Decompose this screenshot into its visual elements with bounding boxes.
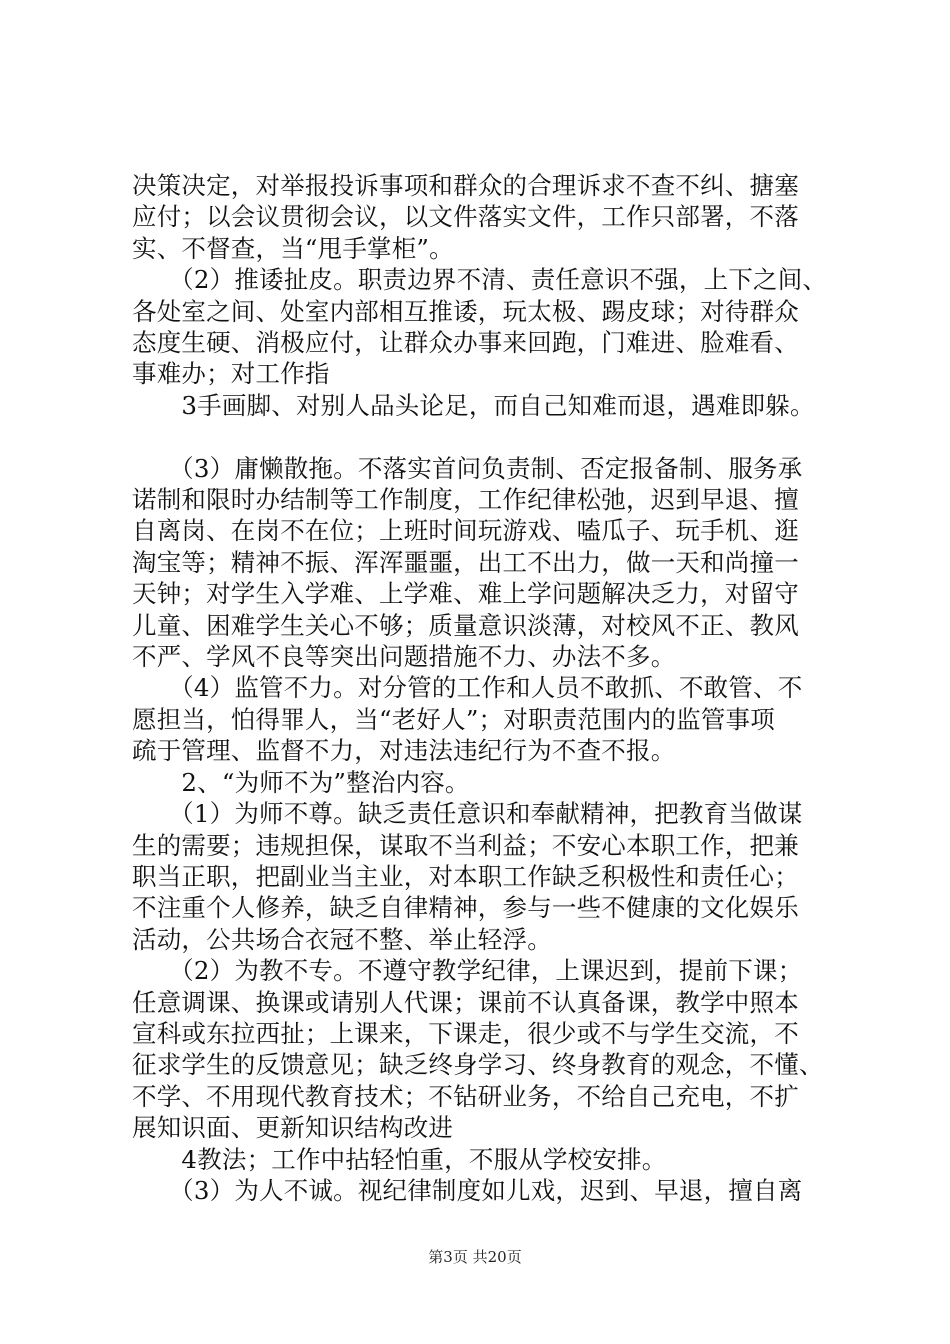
text-line: 不严、学风不良等突出问题措施不力、办法不多。 bbox=[132, 642, 676, 672]
text-line: 各处室之间、处室内部相互推诿，玩太极、踢皮球；对待群众 bbox=[132, 296, 799, 326]
text-line: （2）为教不专。不遵守教学纪律，上课迟到，提前下课； bbox=[132, 956, 803, 986]
text-line: 不注重个人修养，缺乏自律精神，参与一些不健康的文化娱乐 bbox=[132, 893, 799, 923]
document-body bbox=[132, 170, 852, 1206]
text-line: 儿童、困难学生关心不够；质量意识淡薄，对校风不正、教风 bbox=[132, 610, 799, 640]
text-line: 职当正职，把副业当主业，对本职工作缺乏积极性和责任心； bbox=[132, 861, 799, 891]
text-line: 2、“为师不为”整治内容。 bbox=[132, 767, 470, 797]
text-line: 诺制和限时办结制等工作制度，工作纪律松弛，迟到早退、擅 bbox=[132, 485, 799, 515]
text-line: 应付；以会议贯彻会议，以文件落实文件，工作只部署，不落 bbox=[132, 202, 799, 232]
text-line: （1）为师不尊。缺乏责任意识和奉献精神，把教育当做谋 bbox=[132, 799, 803, 829]
text-line: 淘宝等；精神不振、浑浑噩噩，出工不出力，做一天和尚撞一 bbox=[132, 547, 799, 577]
page-number-footer: 第3页 共20页 bbox=[428, 1248, 522, 1266]
text-line: 展知识面、更新知识结构改进 bbox=[132, 1113, 454, 1143]
text-line: 宣科或东拉西扯；上课来，下课走，很少或不与学生交流，不 bbox=[132, 1018, 799, 1048]
text-line: 征求学生的反馈意见；缺乏终身学习、终身教育的观念，不懂、 bbox=[132, 1050, 824, 1080]
text-line: 自离岗、在岗不在位；上班时间玩游戏、嗑瓜子、玩手机、逛 bbox=[132, 516, 799, 546]
text-line: 态度生硬、消极应付，让群众办事来回跑，门难进、脸难看、 bbox=[132, 328, 799, 358]
text-line: 疏于管理、监督不力，对违法违纪行为不查不报。 bbox=[132, 736, 676, 766]
text-line: 生的需要；违规担保，谋取不当利益；不安心本职工作，把兼 bbox=[132, 830, 799, 860]
text-line: （3）庸懒散拖。不落实首问负责制、否定报备制、服务承 bbox=[132, 453, 803, 483]
text-line: 4教法；工作中拈轻怕重，不服从学校安排。 bbox=[132, 1144, 667, 1174]
text-line: （2）推诿扯皮。职责边界不清、责任意识不强，上下之间、 bbox=[132, 265, 828, 295]
text-line: 决策决定，对举报投诉事项和群众的合理诉求不查不纠、搪塞 bbox=[132, 171, 799, 200]
text-line: 实、不督查，当“甩手掌柜”。 bbox=[132, 233, 454, 263]
text-line: 3手画脚、对别人品头论足，而自己知难而退，遇难即躲。 bbox=[132, 390, 815, 420]
text-line: 活动，公共场合衣冠不整、举止轻浮。 bbox=[132, 924, 552, 954]
text-line: 不学、不用现代教育技术；不钻研业务，不给自己充电，不扩 bbox=[132, 1081, 799, 1111]
text-line: 愿担当，怕得罪人，当“老好人”；对职责范围内的监管事项 bbox=[132, 704, 775, 734]
text-line: 事难办；对工作指 bbox=[132, 359, 330, 389]
text-line: 任意调课、换课或请别人代课；课前不认真备课，教学中照本 bbox=[132, 987, 799, 1017]
text-line: （3）为人不诚。视纪律制度如儿戏，迟到、早退，擅自离 bbox=[132, 1175, 803, 1205]
text-line: （4）监管不力。对分管的工作和人员不敢抓、不敢管、不 bbox=[132, 673, 803, 703]
blank-line bbox=[132, 421, 852, 452]
text-line: 天钟；对学生入学难、上学难、难上学问题解决乏力，对留守 bbox=[132, 579, 799, 609]
